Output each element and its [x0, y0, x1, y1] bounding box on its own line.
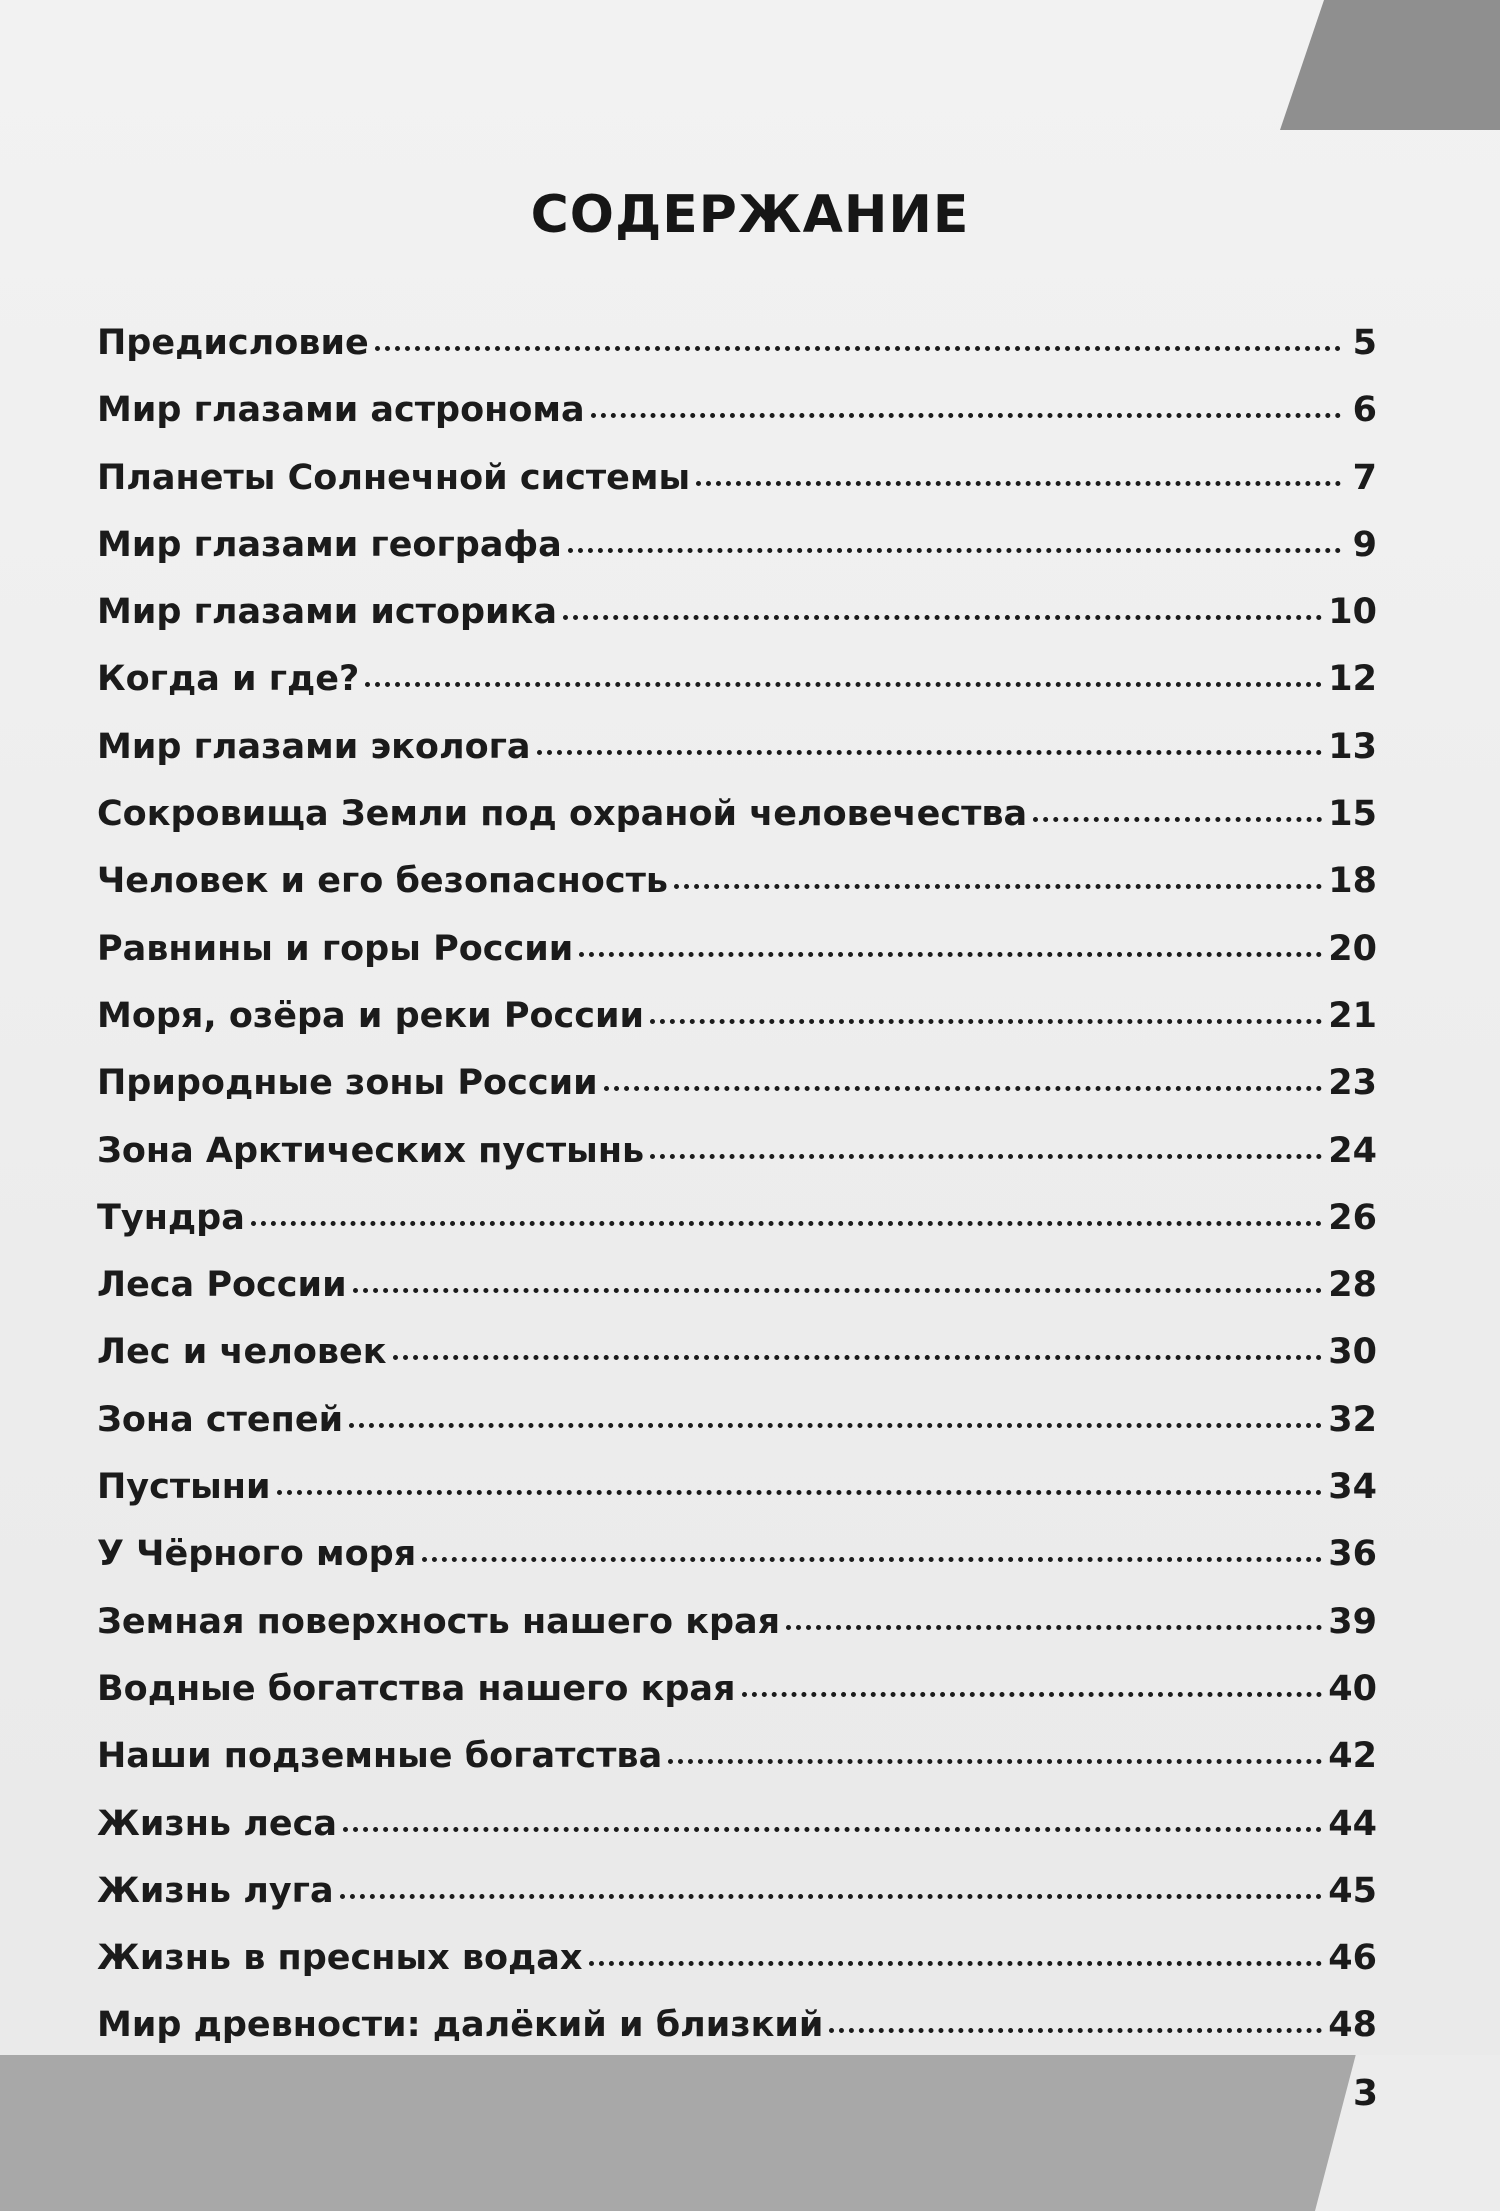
- bottom-band: [0, 2055, 1500, 2211]
- toc-entry-title: Лес и человек: [97, 1332, 387, 1373]
- toc-entry: [97, 1992, 1377, 2059]
- toc-entry-title: Земная поверхность нашего края: [97, 1601, 781, 1642]
- dot-leader: [563, 615, 1322, 620]
- dot-leader: [349, 1423, 1322, 1428]
- toc-entry-title: Мир глазами историка: [97, 592, 557, 633]
- toc-entry-page: 36: [1328, 1534, 1377, 1575]
- toc-entry: [97, 512, 1377, 579]
- toc-entry-page: 9: [1352, 524, 1377, 565]
- toc-entry-page: 34: [1328, 1467, 1377, 1508]
- toc-entry-page: 7: [1352, 457, 1377, 498]
- dot-leader: [537, 750, 1323, 755]
- dot-leader: [1033, 817, 1322, 822]
- toc-entry-page: 10: [1328, 592, 1377, 633]
- toc-entry-title: Мир глазами географа: [97, 524, 562, 565]
- toc-entry: [97, 579, 1377, 646]
- toc-entry-page: 20: [1328, 928, 1377, 969]
- toc-entry-title: Мир древности: далёкий и близкий: [97, 2005, 824, 2046]
- toc-entry-page: 12: [1328, 659, 1377, 700]
- toc-entry: [97, 1387, 1377, 1454]
- toc-entry: [97, 848, 1377, 915]
- toc-entry-title: Зона степей: [97, 1399, 344, 1440]
- dot-leader: [375, 346, 1341, 351]
- toc-entry: [97, 1252, 1377, 1319]
- toc-entry-title: Сокровища Земли под охраной человечества: [97, 794, 1028, 835]
- dot-leader: [829, 2028, 1322, 2033]
- toc-entry: [97, 1589, 1377, 1656]
- page-number: 3: [1352, 2073, 1378, 2114]
- toc-entry: [97, 1791, 1377, 1858]
- dot-leader: [696, 481, 1341, 486]
- toc-entry-page: 23: [1328, 1063, 1377, 1104]
- toc-entry-title: У Чёрного моря: [97, 1534, 417, 1575]
- toc-entry: [97, 1723, 1377, 1790]
- toc-entry: [97, 377, 1377, 444]
- toc-entry: [97, 1319, 1377, 1386]
- toc-entry: [97, 1656, 1377, 1723]
- toc-entry: [97, 1925, 1377, 1992]
- toc-entry: [97, 983, 1377, 1050]
- toc-entry-page: 44: [1328, 1803, 1377, 1844]
- toc-entry-page: 45: [1328, 1870, 1377, 1911]
- toc-entry-title: Мир глазами эколога: [97, 726, 531, 767]
- toc-entry: [97, 714, 1377, 781]
- toc-entry-title: Моря, озёра и реки России: [97, 995, 645, 1036]
- toc-entry: [97, 916, 1377, 983]
- toc-entry-page: 39: [1328, 1601, 1377, 1642]
- dot-leader: [786, 1625, 1322, 1630]
- toc-entry-page: 46: [1328, 1938, 1377, 1979]
- toc-entry-page: 15: [1328, 794, 1377, 835]
- toc-entry: [97, 1050, 1377, 1117]
- toc-entry-page: 13: [1328, 726, 1377, 767]
- toc-entry-page: 6: [1352, 390, 1377, 431]
- dot-leader: [579, 952, 1322, 957]
- toc-entry-title: Жизнь в пресных водах: [97, 1938, 583, 1979]
- toc-entry-title: Зона Арктических пустынь: [97, 1130, 645, 1171]
- dot-leader: [353, 1288, 1323, 1293]
- dot-leader: [343, 1827, 1322, 1832]
- toc-entry-title: Предисловие: [97, 323, 369, 363]
- toc-entry-title: Равнины и горы России: [97, 928, 574, 969]
- toc-entry-title: Наши подземные богатства: [97, 1736, 663, 1777]
- toc-entry-page: 26: [1328, 1197, 1377, 1238]
- toc-entry-title: Когда и где?: [97, 659, 360, 700]
- toc-entry: [97, 1858, 1377, 1925]
- dot-leader: [251, 1221, 1322, 1226]
- toc-entry: [97, 1185, 1377, 1252]
- toc-entry-title: Водные богатства нашего края: [97, 1668, 736, 1709]
- corner-decoration: [1280, 0, 1500, 130]
- dot-leader: [568, 548, 1341, 553]
- toc-entry-title: Человек и его безопасность: [97, 861, 668, 902]
- toc-entry-title: Пустыни: [97, 1467, 271, 1508]
- dot-leader: [604, 1086, 1323, 1091]
- dot-leader: [668, 1759, 1322, 1764]
- toc-entry: [97, 1521, 1377, 1588]
- dot-leader: [393, 1355, 1323, 1360]
- toc-entry-page: 18: [1328, 861, 1377, 902]
- toc-entry-title: Жизнь луга: [97, 1870, 334, 1911]
- table-of-contents: [97, 310, 1377, 2060]
- dot-leader: [674, 884, 1322, 889]
- toc-entry: [97, 781, 1377, 848]
- toc-entry-page: 28: [1328, 1265, 1377, 1306]
- toc-entry-page: 21: [1328, 995, 1377, 1036]
- toc-entry: [97, 310, 1377, 377]
- toc-entry-page: 40: [1328, 1668, 1377, 1709]
- toc-entry-title: Жизнь леса: [97, 1803, 337, 1844]
- dot-leader: [589, 1961, 1323, 1966]
- toc-entry: [97, 445, 1377, 512]
- toc-entry-title: Тундра: [97, 1197, 245, 1238]
- dot-leader: [742, 1692, 1323, 1697]
- toc-entry: [97, 1118, 1377, 1185]
- dot-leader: [650, 1019, 1322, 1024]
- toc-entry-page: 42: [1328, 1736, 1377, 1777]
- dot-leader: [277, 1490, 1323, 1495]
- toc-entry-title: Природные зоны России: [97, 1063, 598, 1104]
- dot-leader: [422, 1557, 1322, 1562]
- page-title: СОДЕРЖАНИЕ: [530, 184, 970, 245]
- toc-entry-title: Мир глазами астронома: [97, 390, 585, 431]
- toc-entry: [97, 1454, 1377, 1521]
- dot-leader: [365, 682, 1322, 687]
- toc-entry-page: 32: [1328, 1399, 1377, 1440]
- toc-entry: [97, 646, 1377, 713]
- dot-leader: [340, 1894, 1323, 1899]
- toc-entry-page: 30: [1328, 1332, 1377, 1373]
- dot-leader: [650, 1154, 1322, 1159]
- toc-entry-page: 48: [1328, 2005, 1377, 2046]
- toc-entry-title: Леса России: [97, 1265, 347, 1306]
- dot-leader: [591, 413, 1341, 418]
- toc-entry-page: 24: [1328, 1130, 1377, 1171]
- toc-entry-title: Планеты Солнечной системы: [97, 457, 691, 498]
- toc-entry-page: 5: [1352, 323, 1377, 363]
